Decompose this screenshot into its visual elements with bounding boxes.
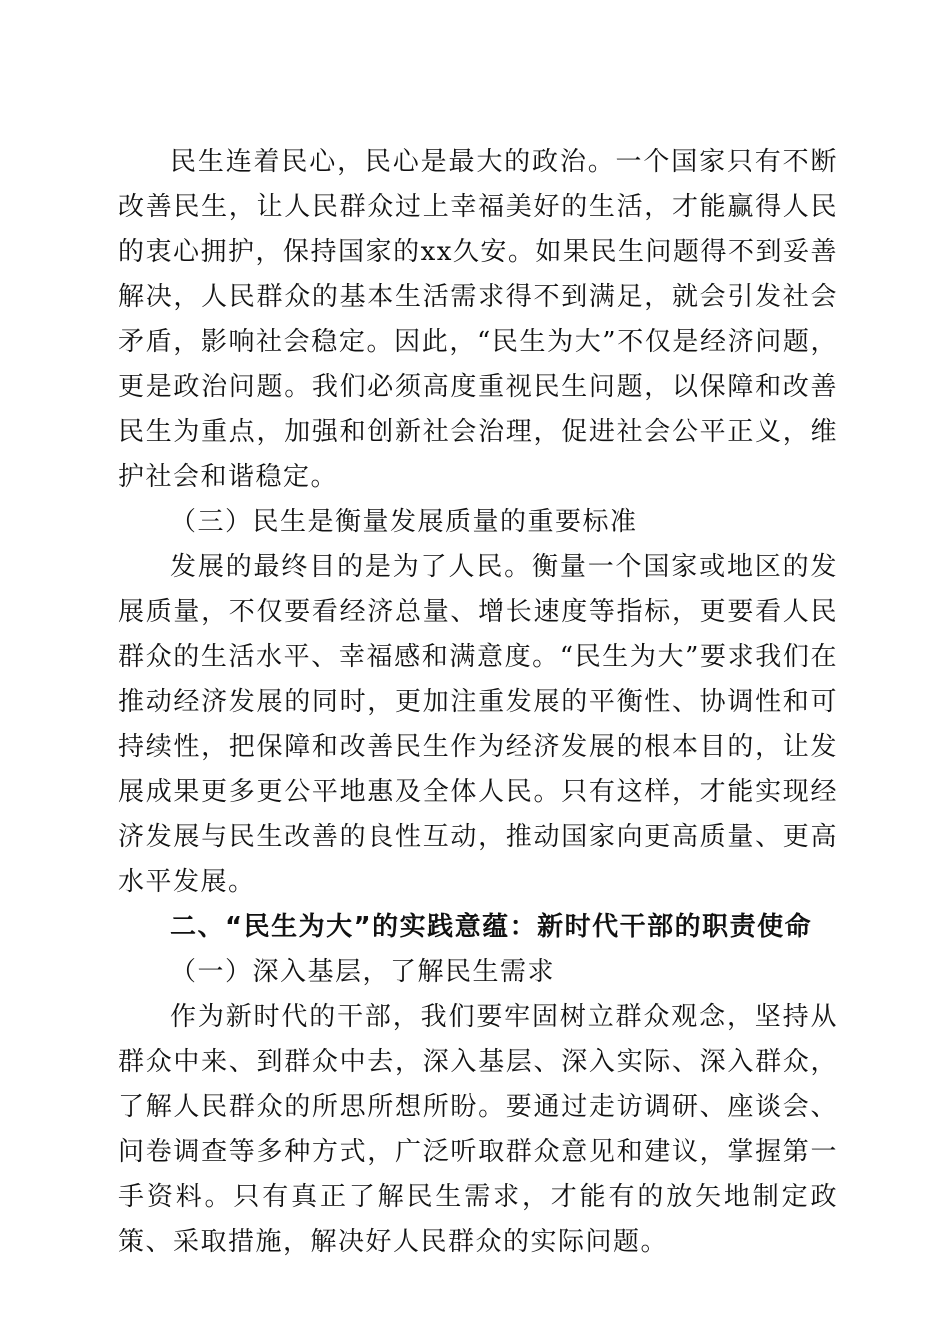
paragraph: 发展的最终目的是为了人民。衡量一个国家或地区的发展质量，不仅要看经济总量、增长速度等指标，更要看人民群众的生活水平、幸福感和满意度。“民生为大”要求我们在推动经济发展的同时，更加注重发展的平衡性、协调性和可持续性，把保障和改善民生作为经济发展的根本目的，让发展成果更多更公平地惠及全体人民。只有这样，才能实现经济发展与民生改善的良性互动，推动国家向更高质量、更高水平发展。 <box>118 552 838 897</box>
subheading: （三）民生是衡量发展质量的重要标准 <box>170 507 638 537</box>
section-heading: 二、“民生为大”的实践意蕴：新时代干部的职责使命 <box>170 912 813 942</box>
paragraph: 作为新时代的干部，我们要牢固树立群众观念，坚持从群众中来、到群众中去，深入基层、深入实际、深入群众，了解人民群众的所思所想所盼。要通过走访调研、座谈会、问卷调查等多种方式，广泛听取群众意见和建议，掌握第一手资料。只有真正了解民生需求，才能有的放矢地制定政策、采取措施，解决好人民群众的实际问题。 <box>118 1002 838 1257</box>
paragraph: 民生连着民心，民心是最大的政治。一个国家只有不断改善民生，让人民群众过上幸福美好的生活，才能赢得人民的衷心拥护，保持国家的xx久安。如果民生问题得不到妥善解决，人民群众的基本生活需求得不到满足，就会引发社会矛盾，影响社会稳定。因此，“民生为大”不仅是经济问题，更是政治问题。我们必须高度重视民生问题，以保障和改善民生为重点，加强和创新社会治理，促进社会公平正义，维护社会和谐稳定。 <box>118 147 838 492</box>
subheading: （一）深入基层，了解民生需求 <box>170 957 556 987</box>
document-body <box>118 140 838 1265</box>
